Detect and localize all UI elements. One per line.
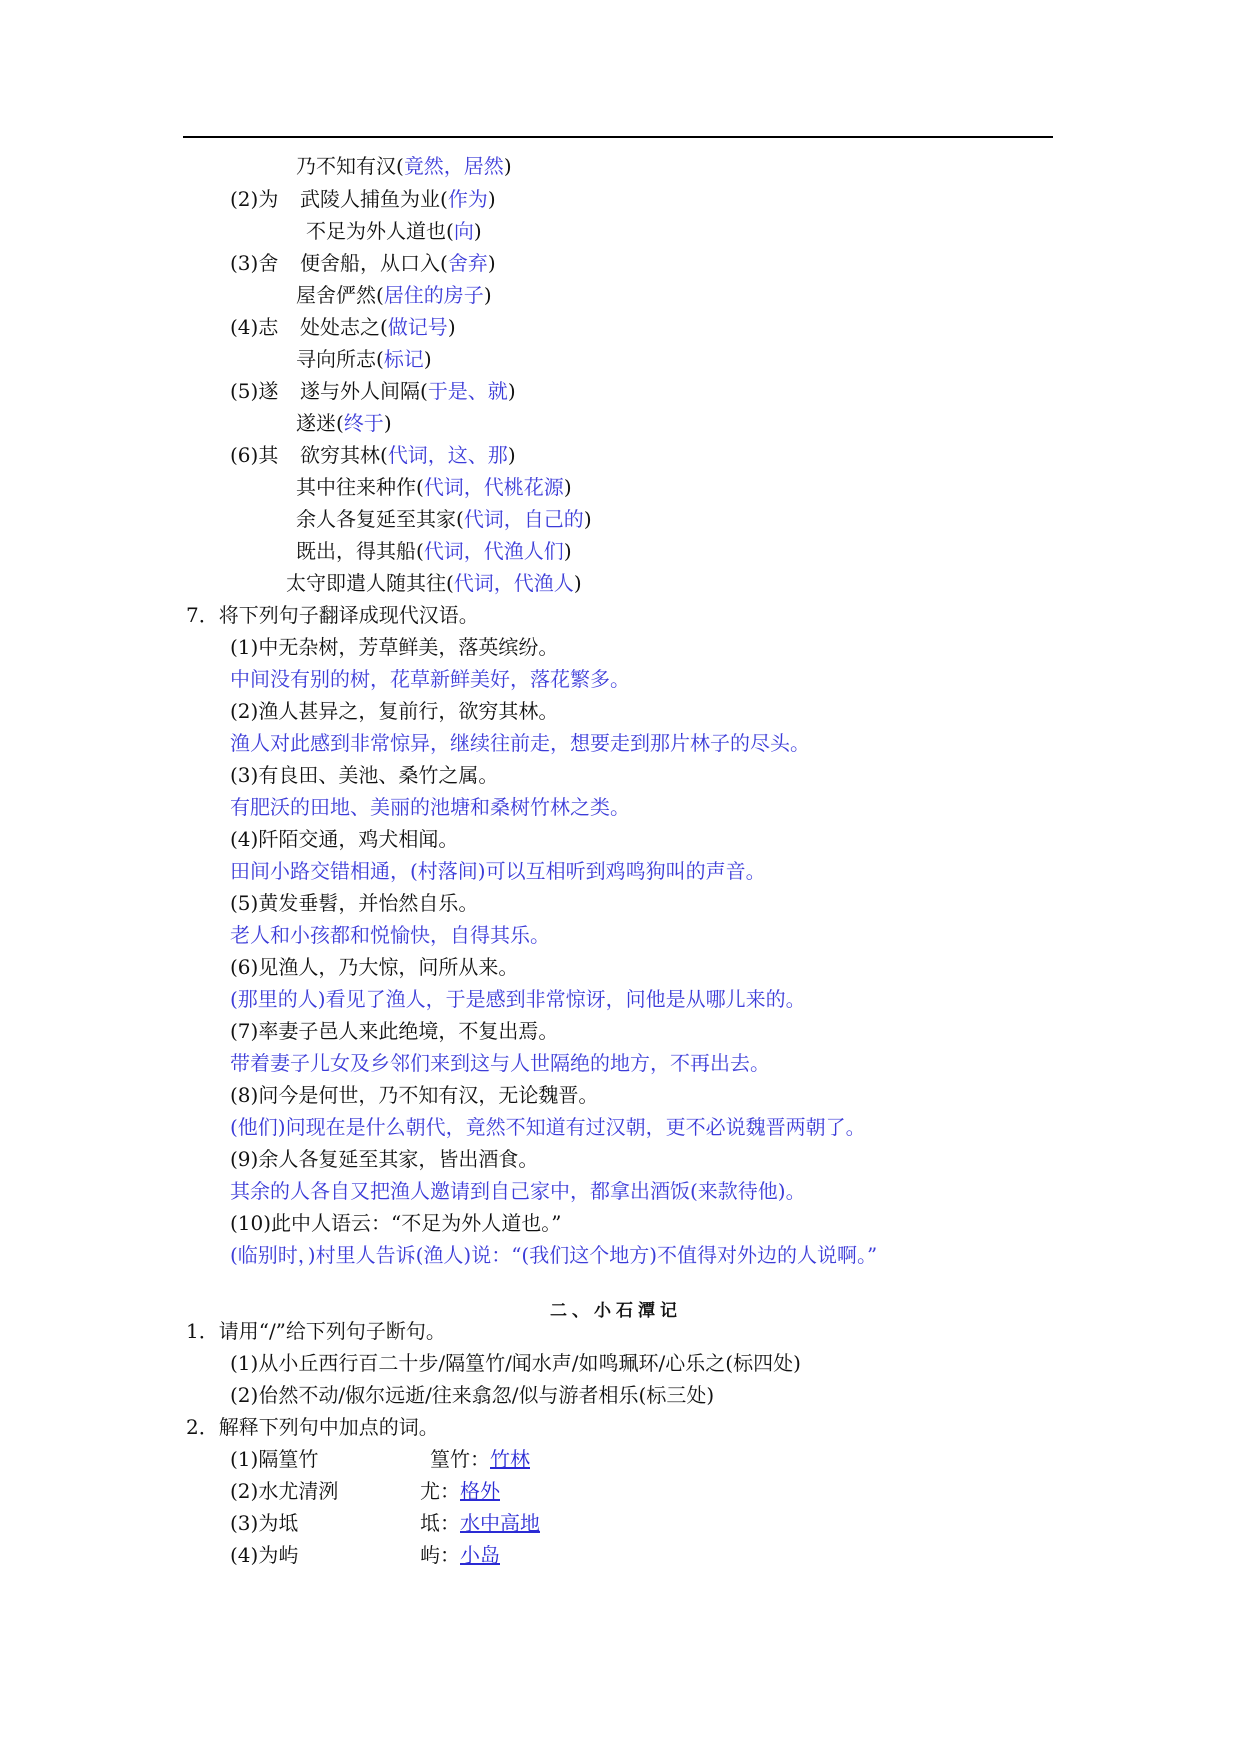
answer: 标记 — [383, 347, 424, 371]
answer: 于是、就 — [427, 379, 508, 403]
s2q1-heading: 1．请用“/”给下列句子断句。 — [186, 1319, 446, 1343]
q7-answer: 田间小路交错相通，(村落间)可以互相听到鸡鸣狗叫的声音。 — [230, 859, 766, 883]
answer: 代词，代渔人 — [453, 571, 574, 595]
q6-sentence: 武陵人捕鱼为业(作为) — [300, 187, 496, 211]
q7-question: (3)有良田、美池、桑竹之属。 — [230, 763, 499, 787]
s2q2-heading: 2．解释下列句中加点的词。 — [186, 1415, 439, 1439]
q7-answer: 渔人对此感到非常惊异，继续往前走，想要走到那片林子的尽头。 — [230, 731, 810, 755]
q7-answer: (他们)问现在是什么朝代，竟然不知道有过汉朝，更不必说魏晋两朝了。 — [230, 1115, 866, 1139]
q6-sentence: 便舍船，从口入(舍弃) — [300, 251, 496, 275]
q7-answer: 其余的人各自又把渔人邀请到自己家中，都拿出酒饭(来款待他)。 — [230, 1179, 806, 1203]
answer: 向 — [453, 219, 474, 243]
s2q2-phrase: (4)为屿 — [230, 1543, 299, 1567]
s2q2-definition: 坻：水中高地 — [420, 1511, 540, 1535]
q7-answer: 有肥沃的田地、美丽的池塘和桑树竹林之类。 — [230, 795, 630, 819]
s2q2-phrase: (2)水尤清洌 — [230, 1479, 339, 1503]
answer: 代词，代渔人们 — [423, 539, 564, 563]
q6-word-label: (2)为 — [230, 187, 279, 211]
q6-line-0: 乃不知有汉(竟然，居然) — [296, 154, 512, 178]
q7-question: (6)见渔人，乃大惊，问所从来。 — [230, 955, 519, 979]
answer: 竹林 — [490, 1447, 530, 1471]
section-title: 二、小石潭记 — [550, 1301, 682, 1321]
q7-answer: 带着妻子儿女及乡邻们来到这与人世隔绝的地方，不再出去。 — [230, 1051, 770, 1075]
q6-sentence: 遂迷(终于) — [296, 411, 392, 435]
answer: 小岛 — [460, 1543, 500, 1567]
answer: 水中高地 — [460, 1511, 540, 1535]
s2q2-definition: 篁竹：竹林 — [430, 1447, 530, 1471]
answer: 代词，代桃花源 — [423, 475, 564, 499]
q7-answer: 老人和小孩都和悦愉快，自得其乐。 — [230, 923, 550, 947]
answer: 居住的房子 — [383, 283, 484, 307]
q6-word-label: (6)其 — [230, 443, 279, 467]
q6-sentence: 既出，得其船(代词，代渔人们) — [296, 539, 572, 563]
q7-heading: 7．将下列句子翻译成现代汉语。 — [186, 603, 479, 627]
q7-question: (7)率妻子邑人来此绝境，不复出焉。 — [230, 1019, 559, 1043]
q6-word-label: (4)志 — [230, 315, 279, 339]
q7-question: (5)黄发垂髫，并怡然自乐。 — [230, 891, 479, 915]
q7-question: (9)余人各复延至其家，皆出酒食。 — [230, 1147, 539, 1171]
q6-sentence: 余人各复延至其家(代词，自己的) — [296, 507, 592, 531]
q7-question: (1)中无杂树，芳草鲜美，落英缤纷。 — [230, 635, 559, 659]
q7-question: (2)渔人甚异之，复前行，欲穷其林。 — [230, 699, 559, 723]
q7-question: (8)问今是何世，乃不知有汉，无论魏晋。 — [230, 1083, 599, 1107]
q6-word-label: (3)舍 — [230, 251, 279, 275]
answer: 做记号 — [387, 315, 448, 339]
answer: 作为 — [447, 187, 488, 211]
answer: 代词，这、那 — [387, 443, 508, 467]
q6-sentence: 屋舍俨然(居住的房子) — [296, 283, 492, 307]
header-rule — [183, 136, 1053, 138]
s2q2-phrase: (1)隔篁竹 — [230, 1447, 319, 1471]
answer: 舍弃 — [447, 251, 488, 275]
answer: 代词，自己的 — [463, 507, 584, 531]
s2q2-phrase: (3)为坻 — [230, 1511, 299, 1535]
q6-word-label: (5)遂 — [230, 379, 279, 403]
answer: 格外 — [460, 1479, 500, 1503]
q6-sentence: 其中往来种作(代词，代桃花源) — [296, 475, 572, 499]
q6-sentence: 太守即遣人随其往(代词，代渔人) — [286, 571, 582, 595]
q6-sentence: 欲穷其林(代词，这、那) — [300, 443, 516, 467]
q7-answer: 中间没有别的树，花草新鲜美好，落花繁多。 — [230, 667, 630, 691]
q7-answer: (临别时，)村里人告诉(渔人)说：“(我们这个地方)不值得对外边的人说啊。” — [230, 1243, 878, 1267]
answer: 终于 — [343, 411, 384, 435]
q6-sentence: 遂与外人间隔(于是、就) — [300, 379, 516, 403]
q7-answer: (那里的人)看见了渔人，于是感到非常惊讶，问他是从哪儿来的。 — [230, 987, 806, 1011]
q6-sentence: 处处志之(做记号) — [300, 315, 456, 339]
q7-question: (4)阡陌交通，鸡犬相闻。 — [230, 827, 459, 851]
s2q1-item: (2)佁然不动/俶尔远逝/往来翕忽/似与游者相乐(标三处) — [230, 1383, 715, 1407]
s2q2-definition: 屿：小岛 — [420, 1543, 500, 1567]
q6-sentence: 不足为外人道也(向) — [306, 219, 482, 243]
q7-question: (10)此中人语云：“不足为外人道也。” — [230, 1211, 562, 1235]
s2q2-definition: 尤：格外 — [420, 1479, 500, 1503]
answer: 竟然，居然 — [403, 154, 504, 178]
s2q1-item: (1)从小丘西行百二十步/隔篁竹/闻水声/如鸣珮环/心乐之(标四处) — [230, 1351, 801, 1375]
q6-sentence: 寻向所志(标记) — [296, 347, 432, 371]
